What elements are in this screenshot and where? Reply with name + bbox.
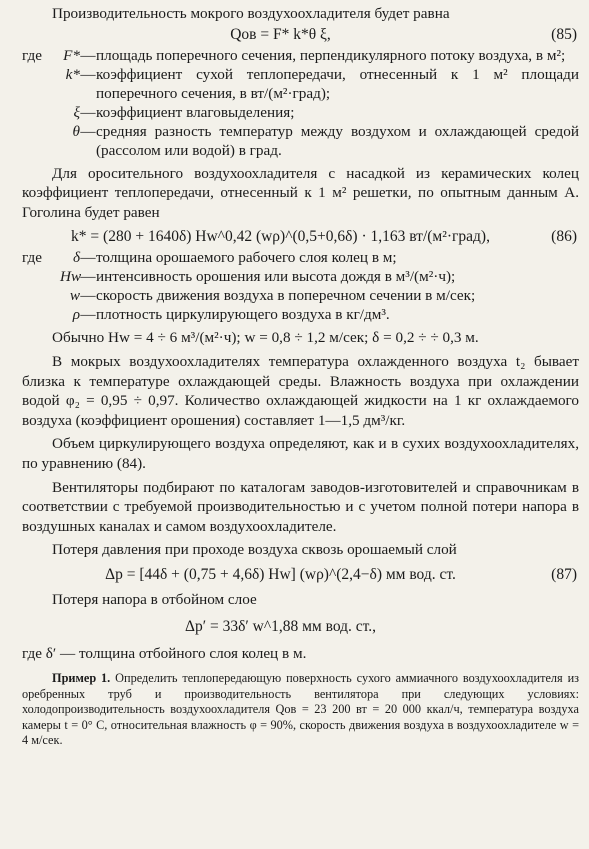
definition-dash: — <box>80 249 96 267</box>
definition-symbol: w <box>69 287 80 305</box>
definition-item <box>22 305 579 324</box>
example-1 <box>22 671 579 749</box>
definition-lead: где <box>22 46 42 64</box>
equation-86-number: (86) <box>551 228 577 246</box>
definition-item <box>22 46 579 65</box>
equation-85-number: (85) <box>551 25 577 43</box>
definition-symbol: k* <box>65 65 80 83</box>
definition-text: толщина орошаемого рабочего слоя колец в м; <box>96 249 397 267</box>
equation-85 <box>22 24 579 46</box>
definition-symbol: F* <box>63 46 80 64</box>
definition-text: площадь поперечного сечения, перпендикулярного потоку воздуха, в м²; <box>96 46 566 64</box>
definition-text: скорость движения воздуха в поперечном сечении в м/сек; <box>96 287 476 305</box>
equation-87-number: (87) <box>551 565 577 583</box>
definition-dash: — <box>80 46 96 64</box>
definition-symbol: δ <box>72 249 80 267</box>
equation-87 <box>22 564 579 586</box>
equation-86 <box>22 226 579 248</box>
definition-text: коэффициент сухой теплопередачи, отнесенный к 1 м² площади поперечного сечения, в вт/(м²·град); <box>96 65 579 102</box>
definition-text: плотность циркулирующего воздуха в кг/дм³. <box>96 306 390 324</box>
paragraph-volume: Объем циркулирующего воздуха определяют, как и в сухих воздухоохладителях, по уравнению (84). <box>22 435 579 472</box>
equation-85-formula: Qов = F* k*θ ξ, <box>230 25 331 43</box>
definition-item <box>22 65 579 103</box>
paragraph-wet-coolers: В мокрых воздухоохладителях температура охлажденного воздуха t₂ бывает близка к температуре охлаждающей среды. Влажность воздуха при охлаждении водой φ₂ = 0,95 ÷ 0,97. Количество охлаждающей жидкости на 1 кг охлаждаемого воздуха (коэффициент орошения) составляет 1—1,5 дм³/кг. <box>22 352 579 429</box>
equation-88 <box>22 616 579 638</box>
definition-text: интенсивность орошения или высота дождя в м³/(м²·ч); <box>96 268 456 286</box>
definition-lead: где <box>22 249 42 267</box>
definition-dash: — <box>80 103 96 121</box>
paragraph-typical-values: Обычно Hw = 4 ÷ 6 м³/(м²·ч); w = 0,8 ÷ 1,2 м/сек; δ = 0,2 ÷ ÷ 0,3 м. <box>52 329 479 347</box>
definition-item <box>22 286 579 305</box>
definitions-list-2 <box>22 248 579 324</box>
definition-symbol: Hw <box>60 268 82 286</box>
example-label: Пример 1. <box>52 671 111 686</box>
definition-symbol: ξ <box>73 103 80 121</box>
definition-dash: — <box>80 287 96 305</box>
definition-item <box>22 122 579 160</box>
equation-87-formula: Δp = [44δ + (0,75 + 4,6δ) Hw] (wρ)^(2,4−δ) мм вод. ст. <box>105 565 456 583</box>
paragraph-pressure-loss: Потеря давления при проходе воздуха сквозь орошаемый слой <box>52 541 457 559</box>
definition-symbol: ρ <box>72 306 80 324</box>
definition-symbol: θ <box>72 122 80 140</box>
equation-88-formula: Δp′ = 33δ′ w^1,88 мм вод. ст., <box>184 617 377 635</box>
definition-dash: — <box>80 122 96 140</box>
definition-dash: — <box>80 65 96 83</box>
paragraph-gogolin: Для оросительного воздухоохладителя с насадкой из керамических колец коэффициент теплопередачи, отнесенный к 1 м² решетки, по опытным данным А. Гоголина будет равен <box>22 164 579 221</box>
paragraph-intro: Производительность мокрого воздухоохладителя будет равна <box>52 5 450 22</box>
definition-text: коэффициент влаговыделения; <box>96 103 295 121</box>
equation-86-formula: k* = (280 + 1640δ) Hw^0,42 (wρ)^(0,5+0,6δ) · 1,163 вт/(м²·град), <box>71 228 490 246</box>
definition-item <box>22 267 579 286</box>
example-text: Определить теплопередающую поверхность сухого аммиачного воздухоохладителя из оребренных труб и производительность вентилятора при следующих условиях: холодопроизводительность воздухоохладителя Qов = 23 200 вт = 20 000 ккал/ч, температура воздуха камеры t = 0° C, относительная влажность φ = 90%, скорость движения воздуха в воздухоохладителе w = 4 м/сек. <box>22 671 580 748</box>
paragraph-head-loss: Потеря напора в отбойном слое <box>52 590 257 608</box>
paragraph-delta-prime: где δ′ — толщина отбойного слоя колец в м. <box>22 644 307 662</box>
definition-item <box>22 103 579 122</box>
paragraph-fans: Вентиляторы подбирают по каталогам заводов-изготовителей и справочникам в соответствии с требуемой производительностью и с учетом полной потери напора в воздушных каналах и самом воздухоохладителе. <box>22 478 579 535</box>
definition-dash: — <box>80 268 96 286</box>
definitions-list-1 <box>22 46 579 160</box>
definition-item <box>22 248 579 267</box>
definition-text: средняя разность температур между воздухом и охлаждающей средой (рассолом или водой) в град. <box>96 122 579 159</box>
definition-dash: — <box>80 306 96 324</box>
